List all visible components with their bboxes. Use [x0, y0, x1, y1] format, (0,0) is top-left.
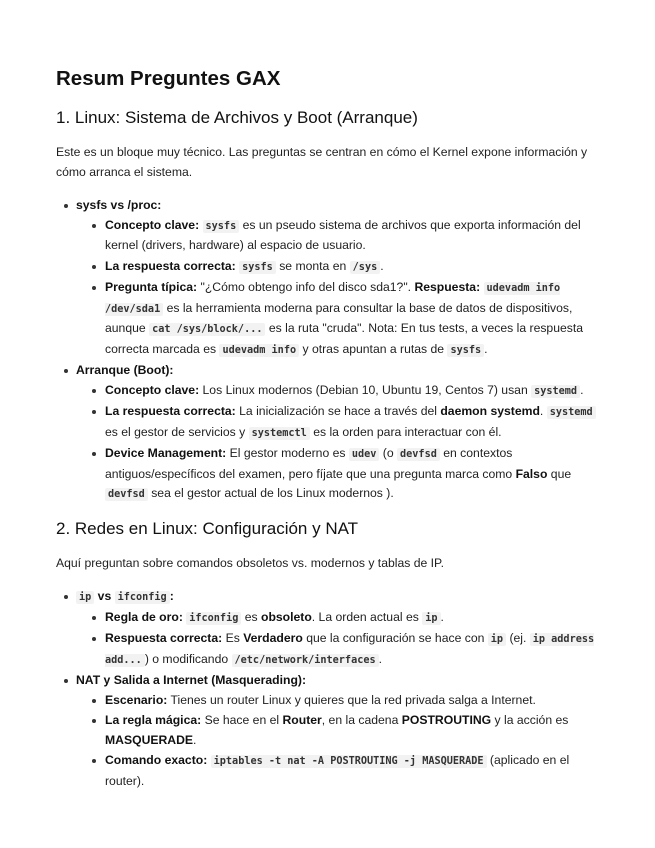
- boot-sublist: [76, 381, 609, 505]
- list-item: La regla mágica: Se hace en el Router, en la cadena POSTROUTING y la acción es MASQUERADE.: [76, 711, 609, 750]
- list-item: Device Management: El gestor moderno es udev (o devfsd en contextos antiguos/específicos del examen, pero fíjate que una pregunta marca como Falso que devfsd sea el gestor actual de los Linux modernos ).: [76, 444, 609, 505]
- section-1-heading: 1. Linux: Sistema de Archivos y Boot (Arranque): [56, 108, 418, 127]
- nat-sublist: [76, 691, 609, 792]
- list-item: Escenario: Tienes un router Linux y quieres que la red privada salga a Internet.: [76, 691, 609, 711]
- list-item-sysfs: sysfs vs /proc: Concepto clave: sysfs es un pseudo sistema de archivos que exporta información del kernel (drivers, hardware) al espacio de usuario. La respuesta correcta: sysfs se monta en /sys . Pregunta típica: "¿Cómo obtengo info del disco sda1?". Respuesta: udevadm info /dev/sda1 es la herramienta moderna para consultar la base de datos de dispositivos, aunque cat /sys/block/... es la ruta "cruda". Nota: En tus tests, a veces la respuesta correcta marcada es udevadm info y otras apuntan a rutas de sysfs .: [56, 196, 609, 360]
- list-item: Respuesta correcta: Es Verdadero que la configuración se hace con ip (ej. ip address add... ) o modificando /etc/network/interfaces .: [76, 629, 609, 670]
- list-item-boot: Arranque (Boot): Concepto clave: Los Linux modernos (Debian 10, Ubuntu 19, Centos 7) usan systemd . La respuesta correcta: La inicialización se hace a través del daemon systemd. systemd es el gestor de servicios y systemctl es la orden para interactuar con él. Device Management: El gestor moderno es udev (o devfsd en contextos antiguos/específicos del examen, pero fíjate que una pregunta marca como Falso que devfsd sea el gestor actual de los Linux modernos ).: [56, 361, 609, 505]
- list-item: La respuesta correcta: La inicialización se hace a través del daemon systemd. systemd es el gestor de servicios y systemctl es la orden para interactuar con él.: [76, 402, 609, 443]
- ip-sublist: [76, 608, 609, 671]
- list-item-nat: NAT y Salida a Internet (Masquerading): Escenario: Tienes un router Linux y quieres que la red privada salga a Internet. La regla mágica: Se hace en el Router, en la cadena POSTROUTING y la acción es MASQUERADE. Comando exacto: iptables -t nat -A POSTROUTING -j MASQUERADE (aplicado en el router).: [56, 671, 609, 791]
- page-title: Resum Preguntes GAX: [56, 67, 281, 90]
- section-1-intro: Este es un bloque muy técnico. Las preguntas se centran en cómo el Kernel expone información y cómo arranca el sistema.: [56, 145, 588, 179]
- list-item: Concepto clave: Los Linux modernos (Debian 10, Ubuntu 19, Centos 7) usan systemd .: [76, 381, 609, 402]
- list-item: La respuesta correcta: sysfs se monta en /sys .: [76, 257, 609, 278]
- list-item: Pregunta típica: "¿Cómo obtengo info del disco sda1?". Respuesta: udevadm info /dev/sda1 es la herramienta moderna para consultar la base de datos de dispositivos, aunque cat /sys/block/... es la ruta "cruda". Nota: En tus tests, a veces la respuesta correcta marcada es udevadm info y otras apuntan a rutas de sysfs .: [76, 278, 609, 360]
- list-item: Concepto clave: sysfs es un pseudo sistema de archivos que exporta información del kernel (drivers, hardware) al espacio de usuario.: [76, 216, 609, 256]
- section-2-intro: Aquí preguntan sobre comandos obsoletos vs. modernos y tablas de IP.: [56, 555, 444, 570]
- section-2-heading: 2. Redes en Linux: Configuración y NAT: [56, 518, 359, 538]
- sysfs-sublist: [76, 216, 609, 361]
- list-item: Regla de oro: ifconfig es obsoleto. La orden actual es ip .: [76, 608, 609, 629]
- list-item: Comando exacto: iptables -t nat -A POSTROUTING -j MASQUERADE (aplicado en el router).: [76, 751, 609, 791]
- list-item-ip: ip vs ifconfig : Regla de oro: ifconfig es obsoleto. La orden actual es ip . Respuesta correcta: Es Verdadero que la configuración se hace con ip (ej. ip address add... ) o modificando /etc/network/interfaces .: [56, 587, 609, 670]
- section-2-list: [56, 587, 609, 791]
- section-1-list: [56, 196, 609, 505]
